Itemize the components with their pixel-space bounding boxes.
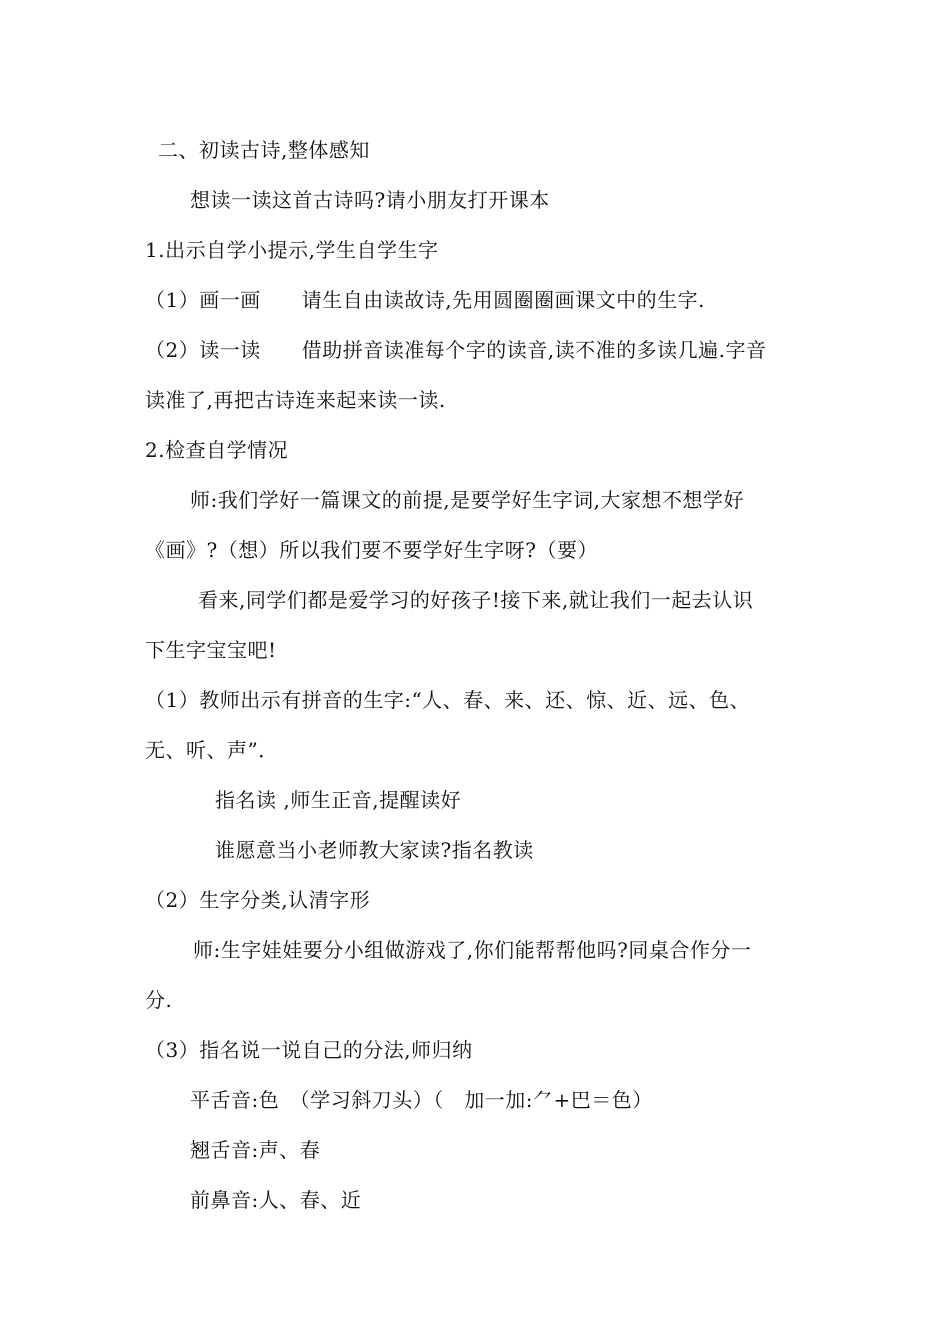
list-heading: 1.出示自学小提示,学生自学生字 [145, 238, 439, 262]
paragraph-line: 下生字宝宝吧! [145, 638, 277, 662]
paragraph-line: 读准了,再把古诗连来起来读一读. [145, 388, 446, 412]
paragraph-line: 指名读 ,师生正音,提醒读好 [215, 788, 462, 812]
paragraph-line: （1）教师出示有拼音的生字:“人、春、来、还、惊、近、远、色、 [145, 688, 751, 712]
paragraph-line: 想读一读这首古诗吗?请小朋友打开课本 [190, 188, 550, 212]
paragraph-line: （3）指名说一说自己的分法,师归纳 [145, 1038, 473, 1062]
paragraph-line: 无、听、声”． [145, 738, 279, 762]
paragraph-line: 分. [145, 988, 173, 1012]
paragraph-line: （2）生字分类,认清字形 [145, 888, 371, 912]
section-heading: 二、初读古诗,整体感知 [158, 138, 370, 162]
paragraph-line: 翘舌音:声、春 [190, 1138, 321, 1162]
paragraph-line: 平舌音:色 （学习斜刀头）（ 加一加:⺈+巴＝色） [190, 1088, 653, 1112]
paragraph-line: 师:生字娃娃要分小组做游戏了,你们能帮帮他吗?同桌合作分一 [193, 938, 752, 962]
paragraph-line: （1）画一画 请生自由读故诗,先用圆圈圈画课文中的生字. [145, 288, 705, 312]
paragraph-line: 谁愿意当小老师教大家读?指名教读 [215, 838, 534, 862]
list-heading: 2.检查自学情况 [145, 438, 289, 462]
paragraph-line: （2）读一读 借助拼音读准每个字的读音,读不准的多读几遍.字音 [145, 338, 767, 362]
paragraph-line: 前鼻音:人、春、近 [190, 1188, 362, 1212]
paragraph-line: 师:我们学好一篇课文的前提,是要学好生字词,大家想不想学好 [190, 488, 744, 512]
paragraph-line: 看来,同学们都是爱学习的好孩子!接下来,就让我们一起去认识 [198, 588, 754, 612]
paragraph-line: 《画》?（想）所以我们要不要学好生字呀?（要） [145, 538, 598, 562]
